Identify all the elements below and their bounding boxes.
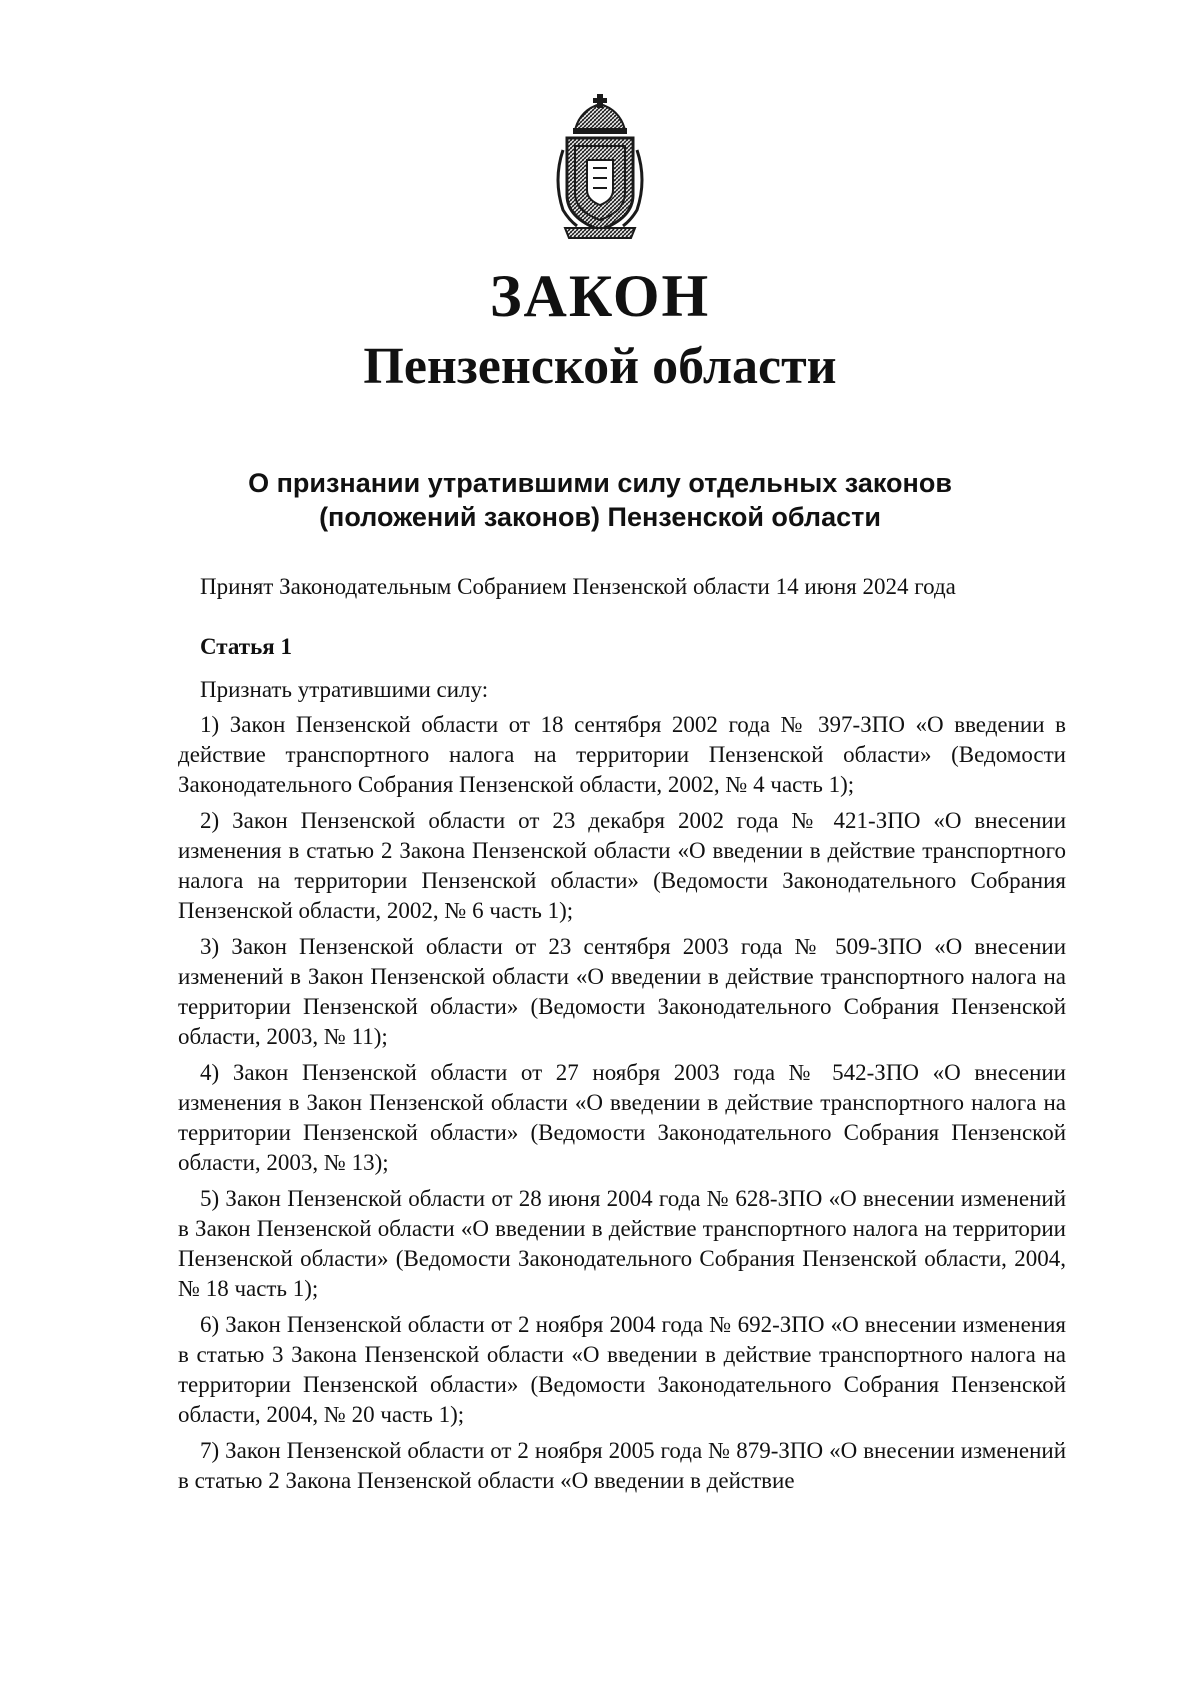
- adoption-statement: Принят Законодательным Собранием Пензенской области 14 июня 2024 года: [200, 574, 956, 599]
- list-item: [178, 1310, 1066, 1430]
- list-item-text: Закон Пензенской области от 23 сентября 2003 года № 509-ЗПО «О внесении изменений в Закон Пензенской области «О введении в действие транспортного налога на территории Пензенской области» (Ведомости Законодательного Собрания Пензенской области, 2003, № 11);: [178, 934, 1067, 1049]
- law-title: ЗАКОН: [489, 263, 711, 329]
- list-item-number: 3): [200, 934, 220, 959]
- list-item: [178, 806, 1066, 926]
- list-item-text: Закон Пензенской области от 23 декабря 2002 года № 421-ЗПО «О внесении изменения в статью 2 Закона Пензенской области «О введении в действие транспортного налога на территории Пензенской области» (Ведомости Законодательного Собрания Пензенской области, 2002, № 6 часть 1);: [178, 808, 1067, 923]
- article-intro: Признать утратившими силу:: [200, 677, 489, 702]
- list-item: [178, 932, 1066, 1052]
- list-item: [178, 710, 1066, 800]
- list-item-text: Закон Пензенской области от 2 ноября 2004 года № 692-ЗПО «О внесении изменения в статью 3 Закона Пензенской области «О введении в действие транспортного налога на территории Пензенской области» (Ведомости Законодательного Собрания Пензенской области, 2004, № 20 часть 1);: [178, 1312, 1066, 1427]
- list-item-text: Закон Пензенской области от 28 июня 2004 года № 628-ЗПО «О внесении изменений в Закон Пензенской области «О введении в действие транспортного налога на территории Пензенской области» (Ведомости Законодательного Собрания Пензенской области, 2004, № 18 часть 1);: [178, 1186, 1066, 1301]
- law-subject-line-1: О признании утратившими силу отдельных законов: [248, 468, 952, 498]
- list-item: [178, 1436, 1066, 1496]
- list-item-text: Закон Пензенской области от 2 ноября 2005 года № 879-ЗПО «О внесении изменений в статью 2 Закона Пензенской области «О введении в действие: [178, 1438, 1067, 1493]
- article-body: [178, 675, 1066, 1502]
- law-subject: [180, 466, 1020, 534]
- coat-of-arms-icon: [545, 90, 655, 240]
- list-item-number: 2): [200, 808, 220, 833]
- list-item-number: 1): [200, 712, 220, 737]
- list-item-text: Закон Пензенской области от 27 ноября 2003 года № 542-ЗПО «О внесении изменения в Закон Пензенской области «О введении в действие транспортного налога на территории Пензенской области» (Ведомости Законодательного Собрания Пензенской области, 2003, № 13);: [178, 1060, 1066, 1175]
- law-region: Пензенской области: [363, 338, 837, 395]
- list-item-number: 4): [200, 1060, 220, 1085]
- list-item-number: 6): [200, 1312, 220, 1337]
- list-item-text: Закон Пензенской области от 18 сентября 2002 года № 397-ЗПО «О введении в действие транспортного налога на территории Пензенской области» (Ведомости Законодательного Собрания Пензенской области, 2002, № 4 часть 1);: [178, 712, 1067, 797]
- list-item: [178, 1184, 1066, 1304]
- list-item-number: 7): [200, 1438, 220, 1463]
- list-item-number: 5): [200, 1186, 220, 1211]
- article-heading: Статья 1: [200, 634, 292, 659]
- list-item: [178, 1058, 1066, 1178]
- law-subject-line-2: (положений законов) Пензенской области: [319, 502, 881, 532]
